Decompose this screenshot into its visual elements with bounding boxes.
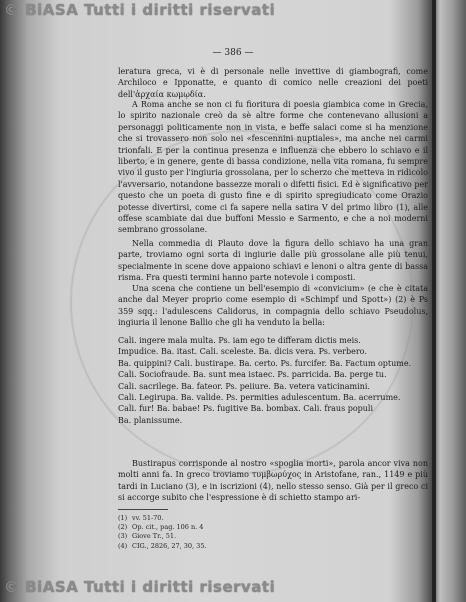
watermark-top: © BiASA Tutti i diritti riservati — [4, 1, 276, 19]
watermark-bottom: © BiASA Tutti i diritti riservati — [4, 578, 276, 596]
paragraph-2 — [118, 99, 428, 236]
quote-line: Cali. fur! Ba. babae! Ps. fugitive Ba. bombax. Cali. fraus populi — [118, 404, 374, 414]
quote-line: Cali. sacrilege. Ba. fateor. Ps. peiiure. Ba. vetera vaticinamini. — [118, 381, 370, 391]
footnote-item: (4) CIG., 2826, 27, 30, 35. — [118, 541, 207, 550]
paragraph-3-text: Nella commedia di Plauto dove la figura dello schiavo ha una gran parte, troviamo ogni sorta di ingiurie dalle più grossolane alle più tenui, specialmente in scene dove appaiono schiavi e lenoni o altra gente di bassa risma. Fra questi termini hanno parte notevole i composti. — [118, 239, 428, 283]
footnote-item: (2) Op. cit., pag. 106 n. 4 — [118, 523, 204, 532]
quote-line: Cali. Sociofraude. Ba. sunt mea istaec. Ps. parricida. Ba. perge tu. — [118, 370, 387, 380]
quote-line: Cali. ingere mala multa. Ps. iam ego te differam dictis meis. — [118, 336, 361, 345]
footnote-item: (1) vv. 51-70. — [118, 514, 164, 522]
footnotes — [118, 514, 318, 551]
quote-line: Impudice. Ba. itast. Cali. sceleste. Ba. dicis vera. Ps. verbero. — [118, 347, 367, 357]
page-gutter — [432, 0, 436, 602]
footnote-divider — [118, 509, 168, 510]
page-number: — 386 — — [212, 48, 254, 58]
footnote-item: (3) Giove Tr., 51. — [118, 532, 177, 541]
paragraph-1-text: leratura greca, vi è di personale nelle invettive di giambografi, come Archiloco e Ipponatte, e quanto di comico nelle creazioni dei poeti dell'ἀρχαία κωμῳδία. — [118, 67, 428, 99]
paragraph-5 — [118, 458, 428, 504]
paragraph-4-text: Una scena che contiene un bell'esempio di «convicium» (e che è citata anche dal Meyer proprio come esempio di «Schimpf und Spott») (2) è Ps 359 sqq.: l'adulescens Calidorus, in compagnia dello schiavo Pseudolus, ingiuria il lenone Ballio che gli ha venduto la bella: — [118, 284, 428, 328]
plautus-quotation — [118, 335, 428, 426]
paragraph-5-text: Bustirapus corrisponde al nostro «spoglia morti», parola ancor viva non molti anni fa. In greco troviamo τυμβωρύχος in Aristofane, ran., 1149 e più tardi in Luciano (3), e in iscrizioni (4), nello stesso senso. Già per il greco ci si accorge subito che l'espressione è di schietto stampo ari- — [118, 459, 428, 503]
quote-line: Cali. Legirupa. Ba. valide. Ps. permities adulescentum. Ba. acerrume. — [118, 393, 401, 403]
quote-line: Ba. planissume. — [118, 415, 183, 425]
paragraph-2-text: A Roma anche se non ci fu fioritura di poesia giambica come in Grecia, lo spirito nazionale creò da sè altre forme che contenevano allusioni a personaggi politicamente non in vista, e beffe salaci come si ha menzione che si trovassero non solo nei «fescennini nuptiales», ma anche nei carmi trionfali. E per la continua presenza e influenza che ebbero lo schiavo e il liberto, e in genere, gente di bassa condizione, nella vita romana, fu sempre vivo il gusto per l'ingiuria grossolana, per lo scherzo che metteva in ridicolo l'avversario, notandone bassezze morali o difetti fisici. Ed è significativo per questo che un poeta di gusto fine e di spirito spregiudicato come Orazio potesse divertirsi, come ci fa sapere nella satira V del primo libro (1), alle offese scambiate dai due buffoni Messio e Sarmento, e che a noi moderni sembrano grossolane. — [118, 100, 428, 235]
paragraph-3 — [118, 238, 428, 284]
paragraph-1 — [118, 66, 428, 100]
quote-line: Ba. quippini? Cali. bustirape. Ba. certo. Ps. furcifer. Ba. Factum optume. — [118, 358, 412, 368]
paragraph-4 — [118, 283, 428, 329]
